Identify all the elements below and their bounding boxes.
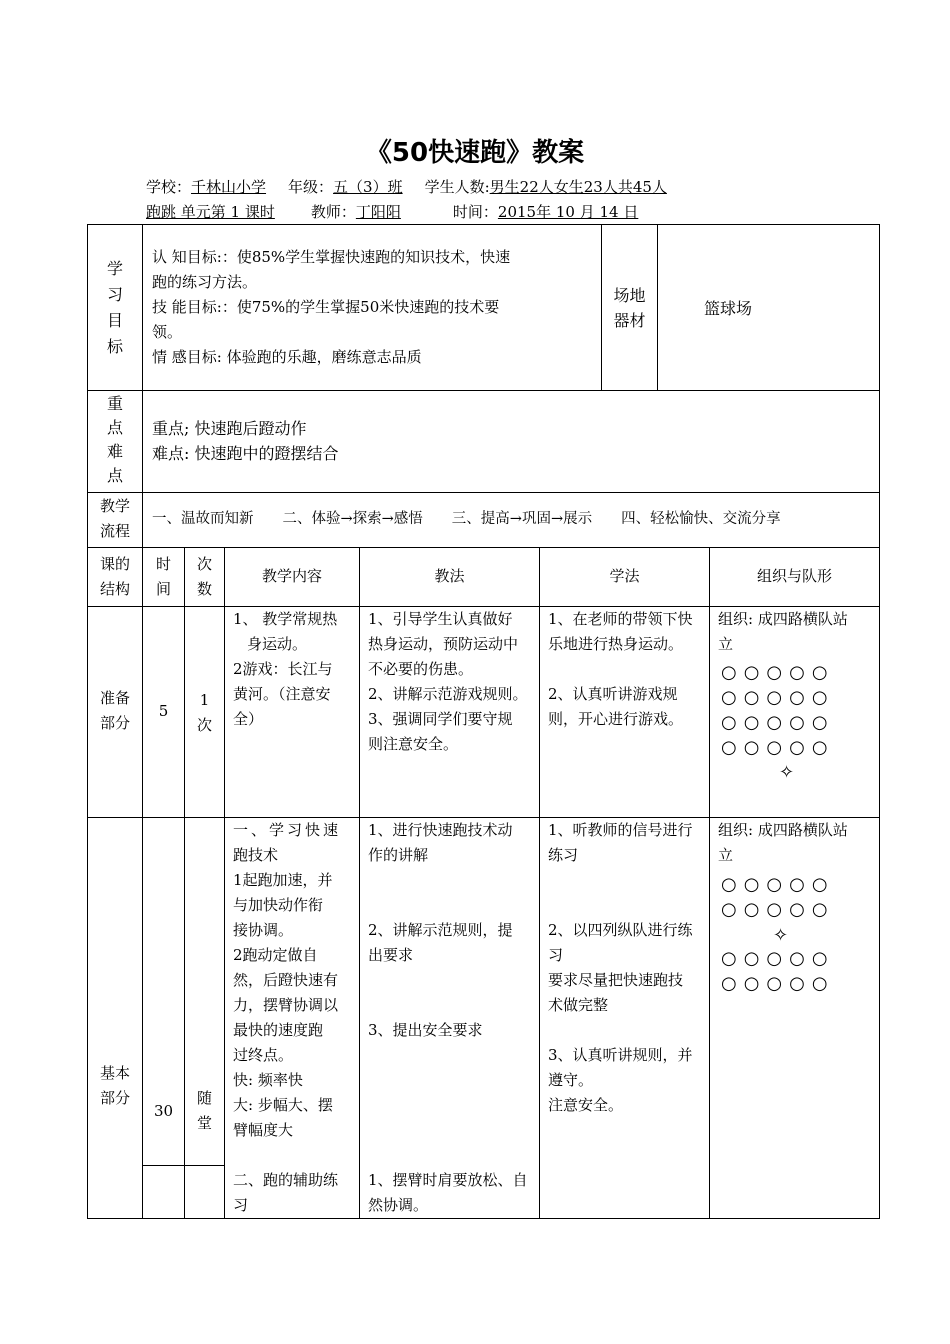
venue-label: 场地 器材 [613,286,646,330]
key-row-label: 重 点 难 点 [106,394,123,485]
grade-label: 年级： [288,178,334,196]
prep-study: 1、在老师的带领下快 乐地进行热身运动。 2、认真听讲游戏规 则，开心进行游戏。 [548,610,693,728]
basic-time: 30 [153,1102,174,1120]
header-line-1 [146,176,667,197]
key-points: 重点; 快速跑后蹬动作 难点: 快速跑中的蹬摆结合 [152,419,339,463]
goals-text: 认 知目标:：使85%学生掌握快速跑的知识技术，快速 跑的练习方法。 技 能目标:：使75%的学生掌握50米快速跑的技术要 领。 情 感目标: 体验跑的乐趣，磨练意志品质 [152,248,511,366]
students-label: 学生人数: [424,178,490,196]
prep-org: 组织: 成四路横队站 立 [718,610,848,653]
prep-time: 5 [158,702,169,720]
prep-method: 1、引导学生认真做好 热身运动，预防运动中 不必要的伤患。 2、讲解示范游戏规则。 3、强调同学们要守规 则注意安全。 [368,610,528,753]
basic-structure: 基本 部分 [99,1064,130,1107]
prep-content: 1、 教学常规热 身运动。 2游戏：长江与 黄河。（注意安 全） [233,610,338,728]
teacher-star-icon: ✧ [779,762,795,783]
formation-row: ○○○○○ [721,973,835,994]
teacher-label: 教师： [310,203,356,221]
time-value: 2015年 10 月 14 日 [497,203,639,221]
unit-value: 跑跳 单元第 1 课时 [146,203,275,221]
formation-row: ○○○○○ [721,712,835,733]
basic-study: 1、听教师的信号进行 练习 2、以四列纵队进行练 习 要求尽量把快速跑技 术做完整 3、认真听讲规则，并 遵守。 注意安全。 [548,821,693,1114]
col-count: 次 数 [196,555,212,598]
goals-row-label: 学 习 目 标 [106,259,123,356]
basic-method: 1、进行快速跑技术动 作的讲解 2、讲解示范规则，提 出要求 3、提出安全要求 1、摆臂时肩要放松、自 然协调。 [368,821,528,1214]
venue-value: 篮球场 [703,299,752,318]
prep-structure: 准备 部分 [99,689,130,732]
prep-formation [721,660,835,760]
col-org: 组织与队形 [756,567,832,585]
teacher-value: 丁阳阳 [355,203,401,221]
formation-row: ○○○○○ [721,948,835,969]
formation-row: ○○○○○ [721,899,835,920]
col-content: 教学内容 [261,567,322,585]
basic-content: 一、学习快速 跑技术 1起跑加速，并 与加快动作衔 接协调。 2跑动定做自 然，后蹬快速有 力，摆臂协调以 最快的速度跑 过终点。 快: 频率快 大: 步幅大、摆 臂幅度大 二、跑的辅助练 习 [233,821,342,1214]
basic-formation-bottom [721,946,835,996]
formation-row: ○○○○○ [721,737,835,758]
basic-count: 随 堂 [196,1089,212,1132]
basic-formation-top [721,872,835,922]
grade-value: 五（3）班 [333,178,403,196]
flow-row-label: 教学 流程 [99,497,130,540]
col-method: 教法 [434,567,465,585]
school-label: 学校： [146,178,192,196]
formation-row: ○○○○○ [721,662,835,683]
students-value: 男生22人女生23人共45人 [489,178,667,196]
basic-org: 组织: 成四路横队站 立 [718,821,848,864]
flow-text: 一、温故而知新 二、体验→探索→感悟 三、提高→巩固→展示 四、轻松愉快、交流分享 [152,511,781,527]
col-study: 学法 [609,567,640,585]
col-structure: 课的 结构 [99,555,130,598]
formation-row: ○○○○○ [721,687,835,708]
header-line-2 [146,201,638,222]
page-title: 《50快速跑》教案 [365,138,585,168]
formation-row: ○○○○○ [721,874,835,895]
col-time: 时 间 [155,555,171,598]
teacher-star-icon: ✧ [773,925,789,946]
school-value: 千林山小学 [191,178,267,196]
prep-count: 1 次 [196,691,212,734]
time-label: 时间： [452,203,498,221]
